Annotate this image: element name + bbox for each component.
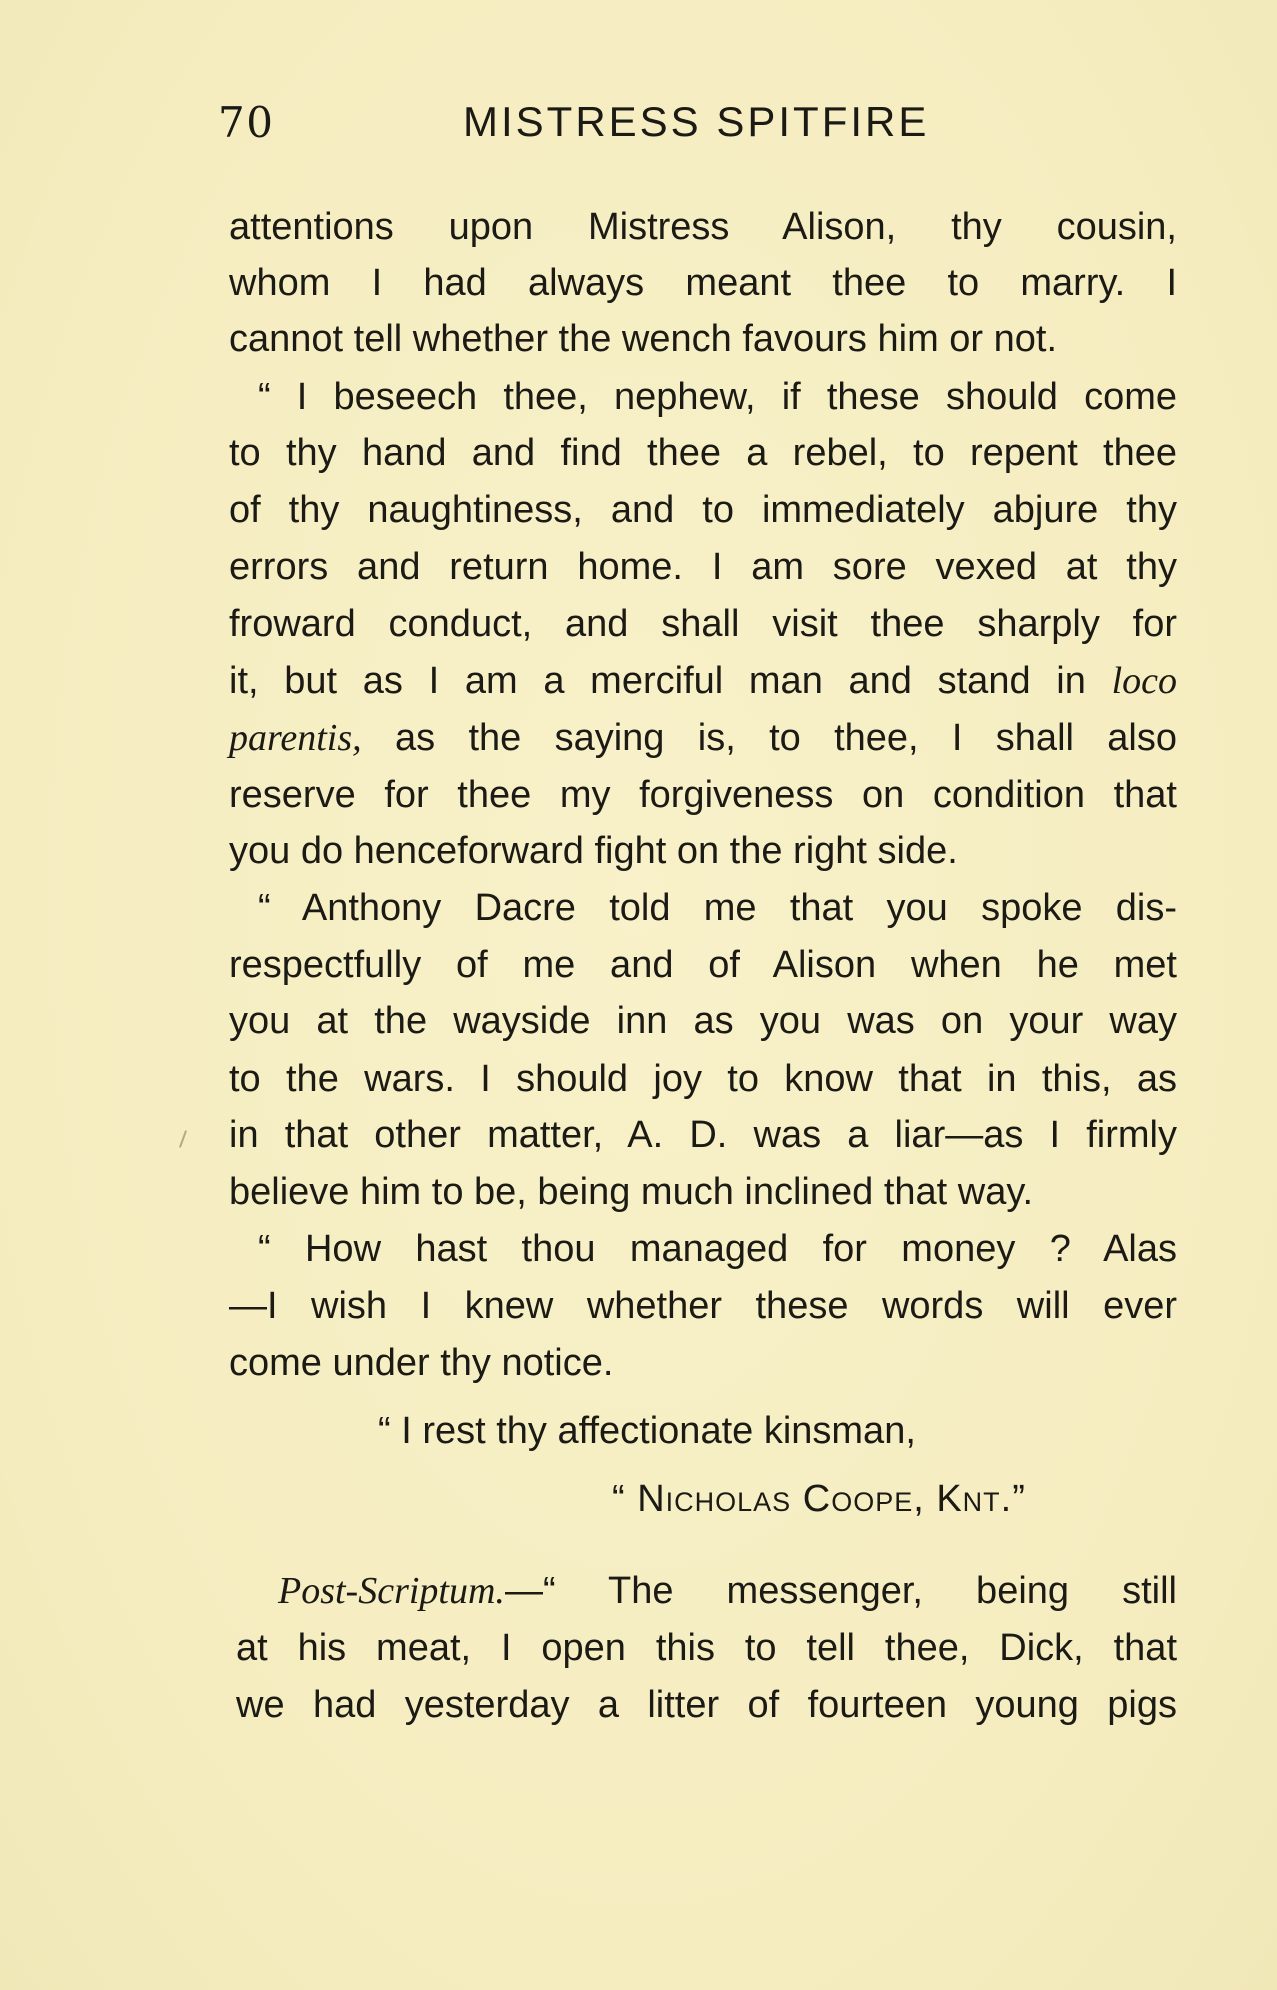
text-line	[278, 1564, 1177, 1618]
text-line: “ How hast thou managed for money ? Alas	[258, 1228, 1177, 1270]
text-line: of thy naughtiness, and to immediately abjure thy	[229, 489, 1177, 531]
text-line: at his meat, I open this to tell thee, Dick, that	[236, 1627, 1177, 1669]
italic-text: loco	[1111, 660, 1177, 702]
text-line: cannot tell whether the wench favours him or not.	[229, 318, 1058, 360]
text-run: as the saying is, to thee, I shall also	[394, 717, 1177, 759]
text-line: to the wars. I should joy to know that in this, as	[229, 1058, 1177, 1100]
text-line: to thy hand and find thee a rebel, to repent thee	[229, 432, 1177, 474]
text-line: attentions upon Mistress Alison, thy cousin,	[229, 206, 1177, 248]
text-line: whom I had always meant thee to marry. I	[229, 262, 1177, 304]
signature: “ Nicholas Coope, Knt.”	[612, 1478, 1026, 1520]
text-line: you do henceforward fight on the right side.	[229, 830, 958, 872]
text-line	[229, 711, 1177, 765]
text-line: “ Anthony Dacre told me that you spoke dis-	[258, 887, 1177, 929]
text-line: reserve for thee my forgiveness on condition that	[229, 774, 1177, 816]
italic-text: Post-Scriptum.	[278, 1570, 505, 1612]
text-line: froward conduct, and shall visit thee sharply for	[229, 603, 1177, 645]
text-line: you at the wayside inn as you was on your way	[229, 1000, 1177, 1042]
text-run: it, but as I am a merciful man and stand in	[229, 660, 1086, 702]
text-run: —“ The messenger, being still	[504, 1570, 1177, 1612]
margin-mark	[179, 1130, 187, 1148]
text-line: errors and return home. I am sore vexed at thy	[229, 546, 1177, 588]
text-line: believe him to be, being much inclined that way.	[229, 1171, 1034, 1213]
text-line: “ I beseech thee, nephew, if these should come	[258, 376, 1177, 418]
text-line: we had yesterday a litter of fourteen young pigs	[236, 1684, 1177, 1726]
book-title: MISTRESS SPITFIRE	[463, 98, 930, 145]
page-number: 70	[218, 98, 275, 147]
text-line: —I wish I knew whether these words will ever	[229, 1285, 1177, 1327]
text-line	[229, 654, 1177, 708]
text-line: in that other matter, A. D. was a liar—as I firmly	[229, 1114, 1177, 1156]
text-line: respectfully of me and of Alison when he met	[229, 944, 1177, 986]
text-line: come under thy notice.	[229, 1342, 614, 1384]
italic-text: parentis,	[229, 717, 362, 759]
running-head	[218, 98, 1178, 158]
closing-salutation: “ I rest thy affectionate kinsman,	[378, 1410, 916, 1452]
